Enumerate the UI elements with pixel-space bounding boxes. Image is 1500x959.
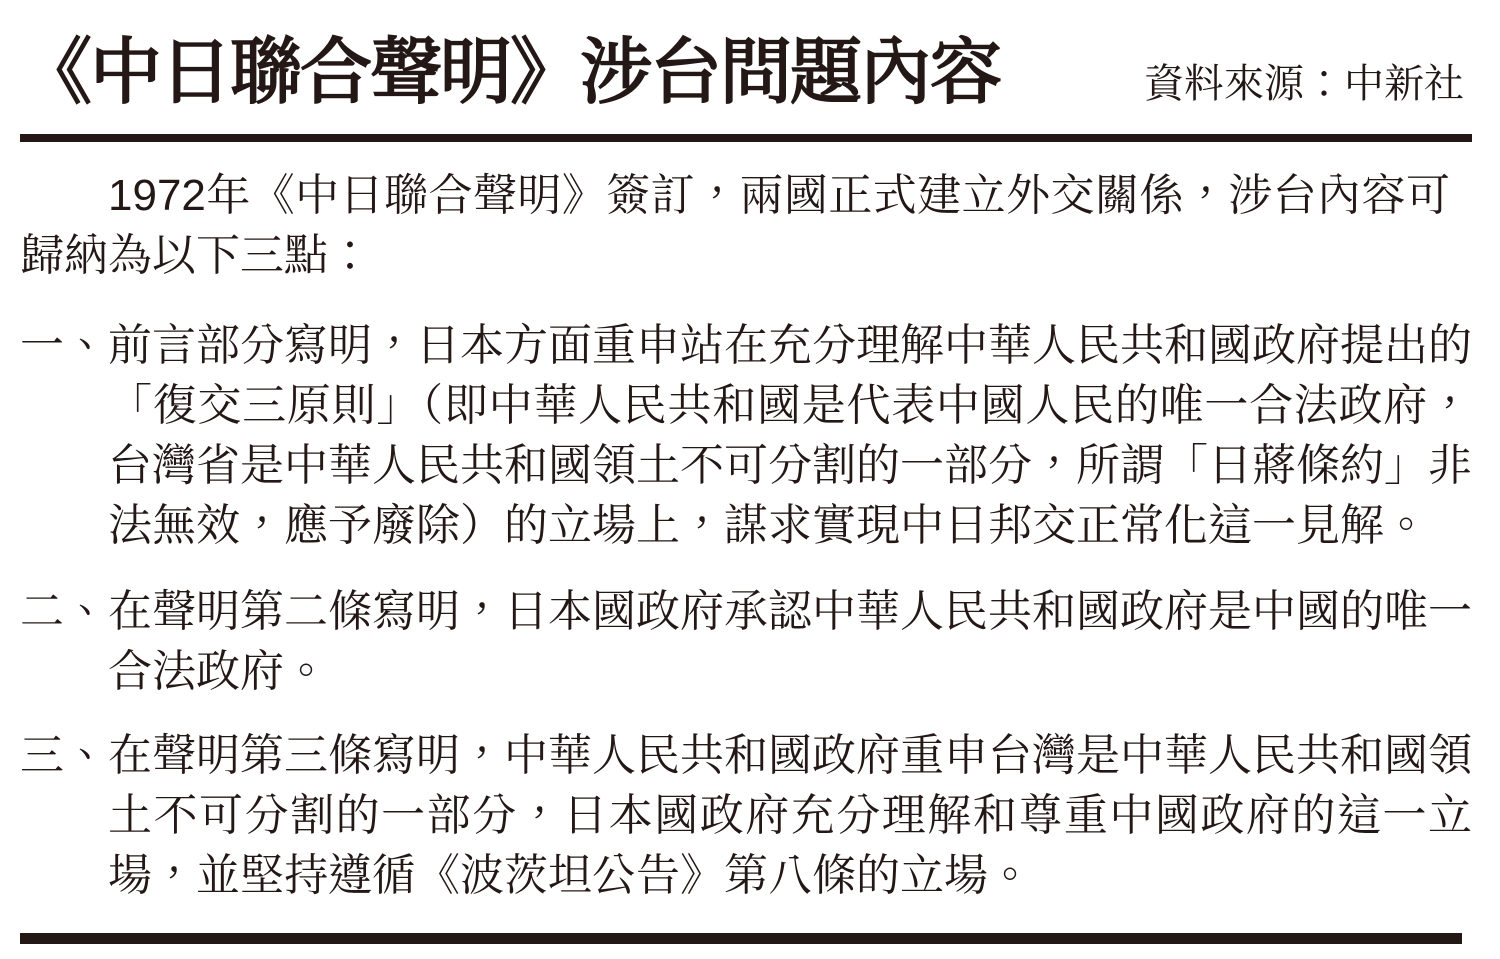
document-body — [20, 166, 1472, 906]
point-text-3: 在聲明第三條寫明，中華人民共和國政府重申台灣是中華人民共和國領土不可分割的一部分，日本國政府充分理解和尊重中國政府的這一立場，並堅持遵循《波茨坦公告》第八條的立場。 — [108, 731, 1472, 900]
intro-paragraph: 1972年《中日聯合聲明》簽訂，兩國正式建立外交關係，涉台內容可歸納為以下三點： — [20, 171, 1450, 280]
point-marker-3: 三、 — [20, 731, 108, 780]
point-item-3 — [20, 726, 1472, 906]
source-attribution: 資料來源：中新社 — [1144, 62, 1464, 106]
points-list — [20, 316, 1472, 906]
page-title: 《中日聯合聲明》涉台問題內容 — [20, 33, 1001, 113]
point-text-1: 前言部分寫明，日本方面重申站在充分理解中華人民共和國政府提出的「復交三原則」（即中華人民共和國是代表中國人民的唯一合法政府，台灣省是中華人民共和國領土不可分割的一部分，所謂「日蔣條約」非法無效，應予廢除）的立場上，謀求實現中日邦交正常化這一見解。 — [108, 321, 1472, 550]
point-item-2 — [20, 582, 1472, 702]
point-marker-2: 二、 — [20, 587, 108, 636]
title-divider-rule — [20, 134, 1472, 142]
point-marker-1: 一、 — [20, 321, 108, 370]
header — [20, 33, 1472, 113]
bottom-border-rule — [20, 933, 1462, 944]
point-item-1 — [20, 316, 1472, 556]
point-text-2: 在聲明第二條寫明，日本國政府承認中華人民共和國政府是中國的唯一合法政府。 — [108, 587, 1472, 696]
